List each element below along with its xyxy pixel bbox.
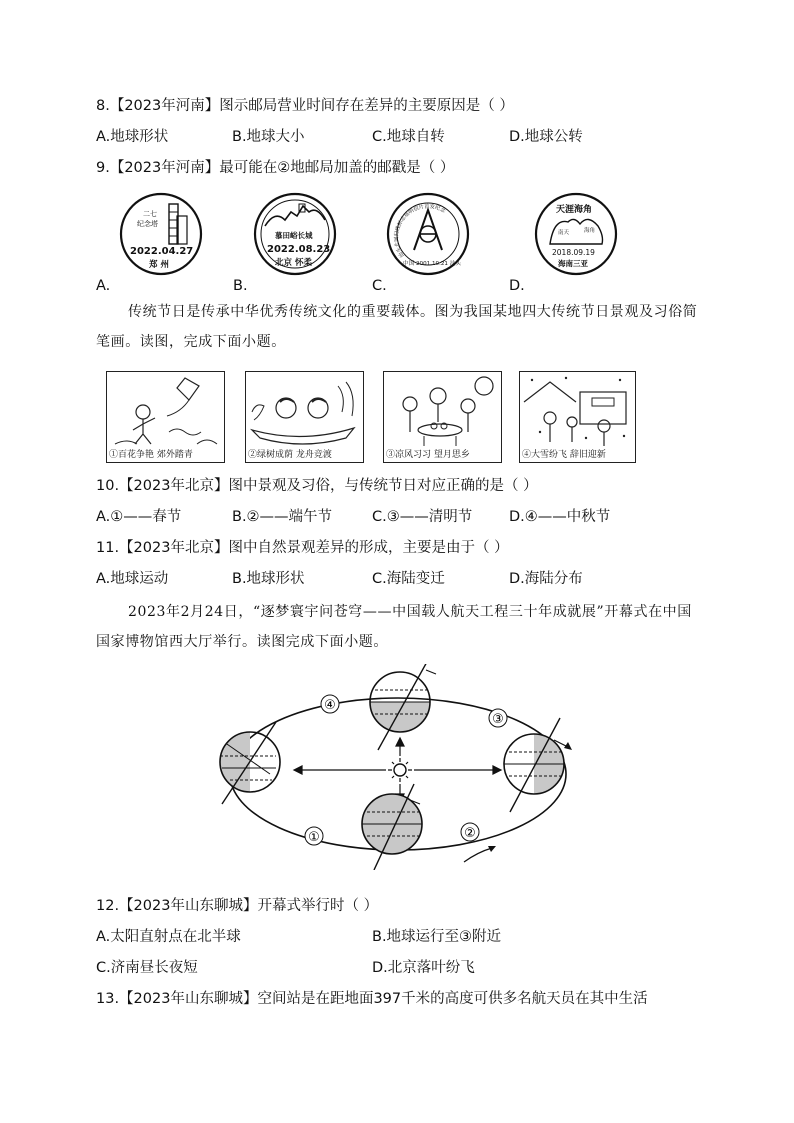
q11-option-a: A.地球运动 — [96, 571, 169, 587]
q9-label-c: C. — [372, 278, 387, 294]
q12-option-d: D.北京落叶纷飞 — [372, 960, 475, 976]
svg-text:海南三亚: 海南三亚 — [558, 259, 588, 268]
postmark-zhengzhou — [119, 192, 203, 276]
svg-text:二七: 二七 — [143, 210, 157, 218]
orbit-direction-arrow-icon — [464, 846, 496, 862]
svg-text:2022.04.27: 2022.04.27 — [130, 246, 194, 257]
q9-label-b: B. — [233, 278, 248, 294]
q10-option-c: C.③——清明节 — [372, 509, 473, 525]
q8-option-b: B.地球大小 — [232, 129, 305, 145]
q13-stem: 13.【2023年山东聊城】空间站是在距地面397千米的高度可供多名航天员在其中生活 — [96, 991, 648, 1007]
q10-stem: 10.【2023年北京】图中景观及习俗，与传统节日对应正确的是（ ） — [96, 478, 538, 494]
position-label-4 — [321, 695, 339, 713]
svg-text:③: ③ — [492, 712, 504, 727]
svg-text:汕头北回归线标志塔明信片首发纪念: 汕头北回归线标志塔明信片首发纪念 — [393, 203, 447, 259]
position-label-3 — [489, 709, 507, 727]
earth-top — [364, 664, 444, 750]
q8-option-a: A.地球形状 — [96, 129, 169, 145]
earth-orbit-diagram — [214, 664, 588, 870]
svg-text:南天: 南天 — [558, 230, 570, 236]
festival-caption-4: ④大雪纷飞 辞旧迎新 — [522, 450, 606, 460]
q10-option-d: D.④——中秋节 — [509, 509, 611, 525]
q8-option-c: C.地球自转 — [372, 129, 445, 145]
night-side-top — [364, 702, 444, 742]
kite-scene-icon — [107, 372, 223, 450]
moon-gathering-icon — [384, 372, 500, 450]
svg-text:①: ① — [308, 830, 320, 845]
q11-option-d: D.海陆分布 — [509, 571, 583, 587]
svg-text:海角: 海角 — [584, 228, 596, 234]
svg-text:2022.08.23: 2022.08.23 — [267, 244, 331, 255]
festival-panel-dragon-boat — [245, 371, 364, 463]
q9-label-d: D. — [509, 278, 525, 294]
postmark-mutianyu — [253, 192, 337, 276]
q12-stem: 12.【2023年山东聊城】开幕式举行时（ ） — [96, 898, 379, 914]
festival-panel-spring-festival — [519, 371, 636, 463]
q11-stem: 11.【2023年北京】图中自然景观差异的形成，主要是由于（ ） — [96, 540, 509, 556]
position-label-1 — [305, 827, 323, 845]
intro-festivals: 传统节日是传承中华优秀传统文化的重要载体。图为我国某地四大传统节日景观及习俗简笔画。读图，完成下面小题。 — [96, 304, 698, 350]
svg-text:北京 怀柔: 北京 怀柔 — [275, 258, 312, 268]
svg-text:纪念塔: 纪念塔 — [137, 220, 158, 228]
q8-option-d: D.地球公转 — [509, 129, 583, 145]
q9-stem: 9.【2023年河南】最可能在②地邮局加盖的邮戳是（ ） — [96, 160, 455, 176]
q12-option-b: B.地球运行至③附近 — [372, 929, 502, 945]
svg-text:②: ② — [464, 826, 476, 841]
dragon-boat-icon — [246, 372, 362, 450]
q12-option-a: A.太阳直射点在北半球 — [96, 929, 241, 945]
earth-left — [214, 722, 280, 804]
postmark-shantou — [386, 192, 470, 276]
snow-new-year-icon — [520, 372, 634, 450]
intro-exhibition: 2023年2月24日，“逐梦寰宇问苍穹——中国载人航天工程三十年成就展”开幕式在中国国家博物馆西大厅举行。读图完成下面小题。 — [96, 604, 692, 650]
q10-option-b: B.②——端午节 — [232, 509, 333, 525]
svg-text:慕田峪长城: 慕田峪长城 — [275, 231, 313, 240]
svg-text:2018.09.19: 2018.09.19 — [552, 248, 595, 257]
q12-option-c: C.济南昼长夜短 — [96, 960, 198, 976]
svg-text:郑 州: 郑 州 — [149, 260, 169, 270]
q11-option-c: C.海陆变迁 — [372, 571, 445, 587]
festival-caption-1: ①百花争艳 郊外踏青 — [109, 450, 193, 460]
position-label-2 — [461, 823, 479, 841]
q8-stem: 8.【2023年河南】图示邮局营业时间存在差异的主要原因是（ ） — [96, 98, 514, 114]
svg-text:中国 2001.10.21 汕头: 中国 2001.10.21 汕头 — [403, 261, 461, 267]
svg-text:天涯海角: 天涯海角 — [556, 205, 593, 215]
festival-panel-mid-autumn — [383, 371, 502, 463]
festival-panel-spring-outing — [106, 371, 225, 463]
festival-caption-2: ②绿树成荫 龙舟竞渡 — [248, 450, 332, 460]
q11-option-b: B.地球形状 — [232, 571, 305, 587]
festival-caption-3: ③凉风习习 望月思乡 — [386, 450, 470, 460]
q10-option-a: A.①——春节 — [96, 509, 182, 525]
svg-text:④: ④ — [324, 698, 336, 713]
q9-label-a: A. — [96, 278, 111, 294]
sun-icon — [388, 758, 412, 782]
earth-bottom — [354, 784, 434, 870]
postmark-sanya — [534, 192, 618, 276]
sunlight-arrows — [294, 738, 501, 802]
